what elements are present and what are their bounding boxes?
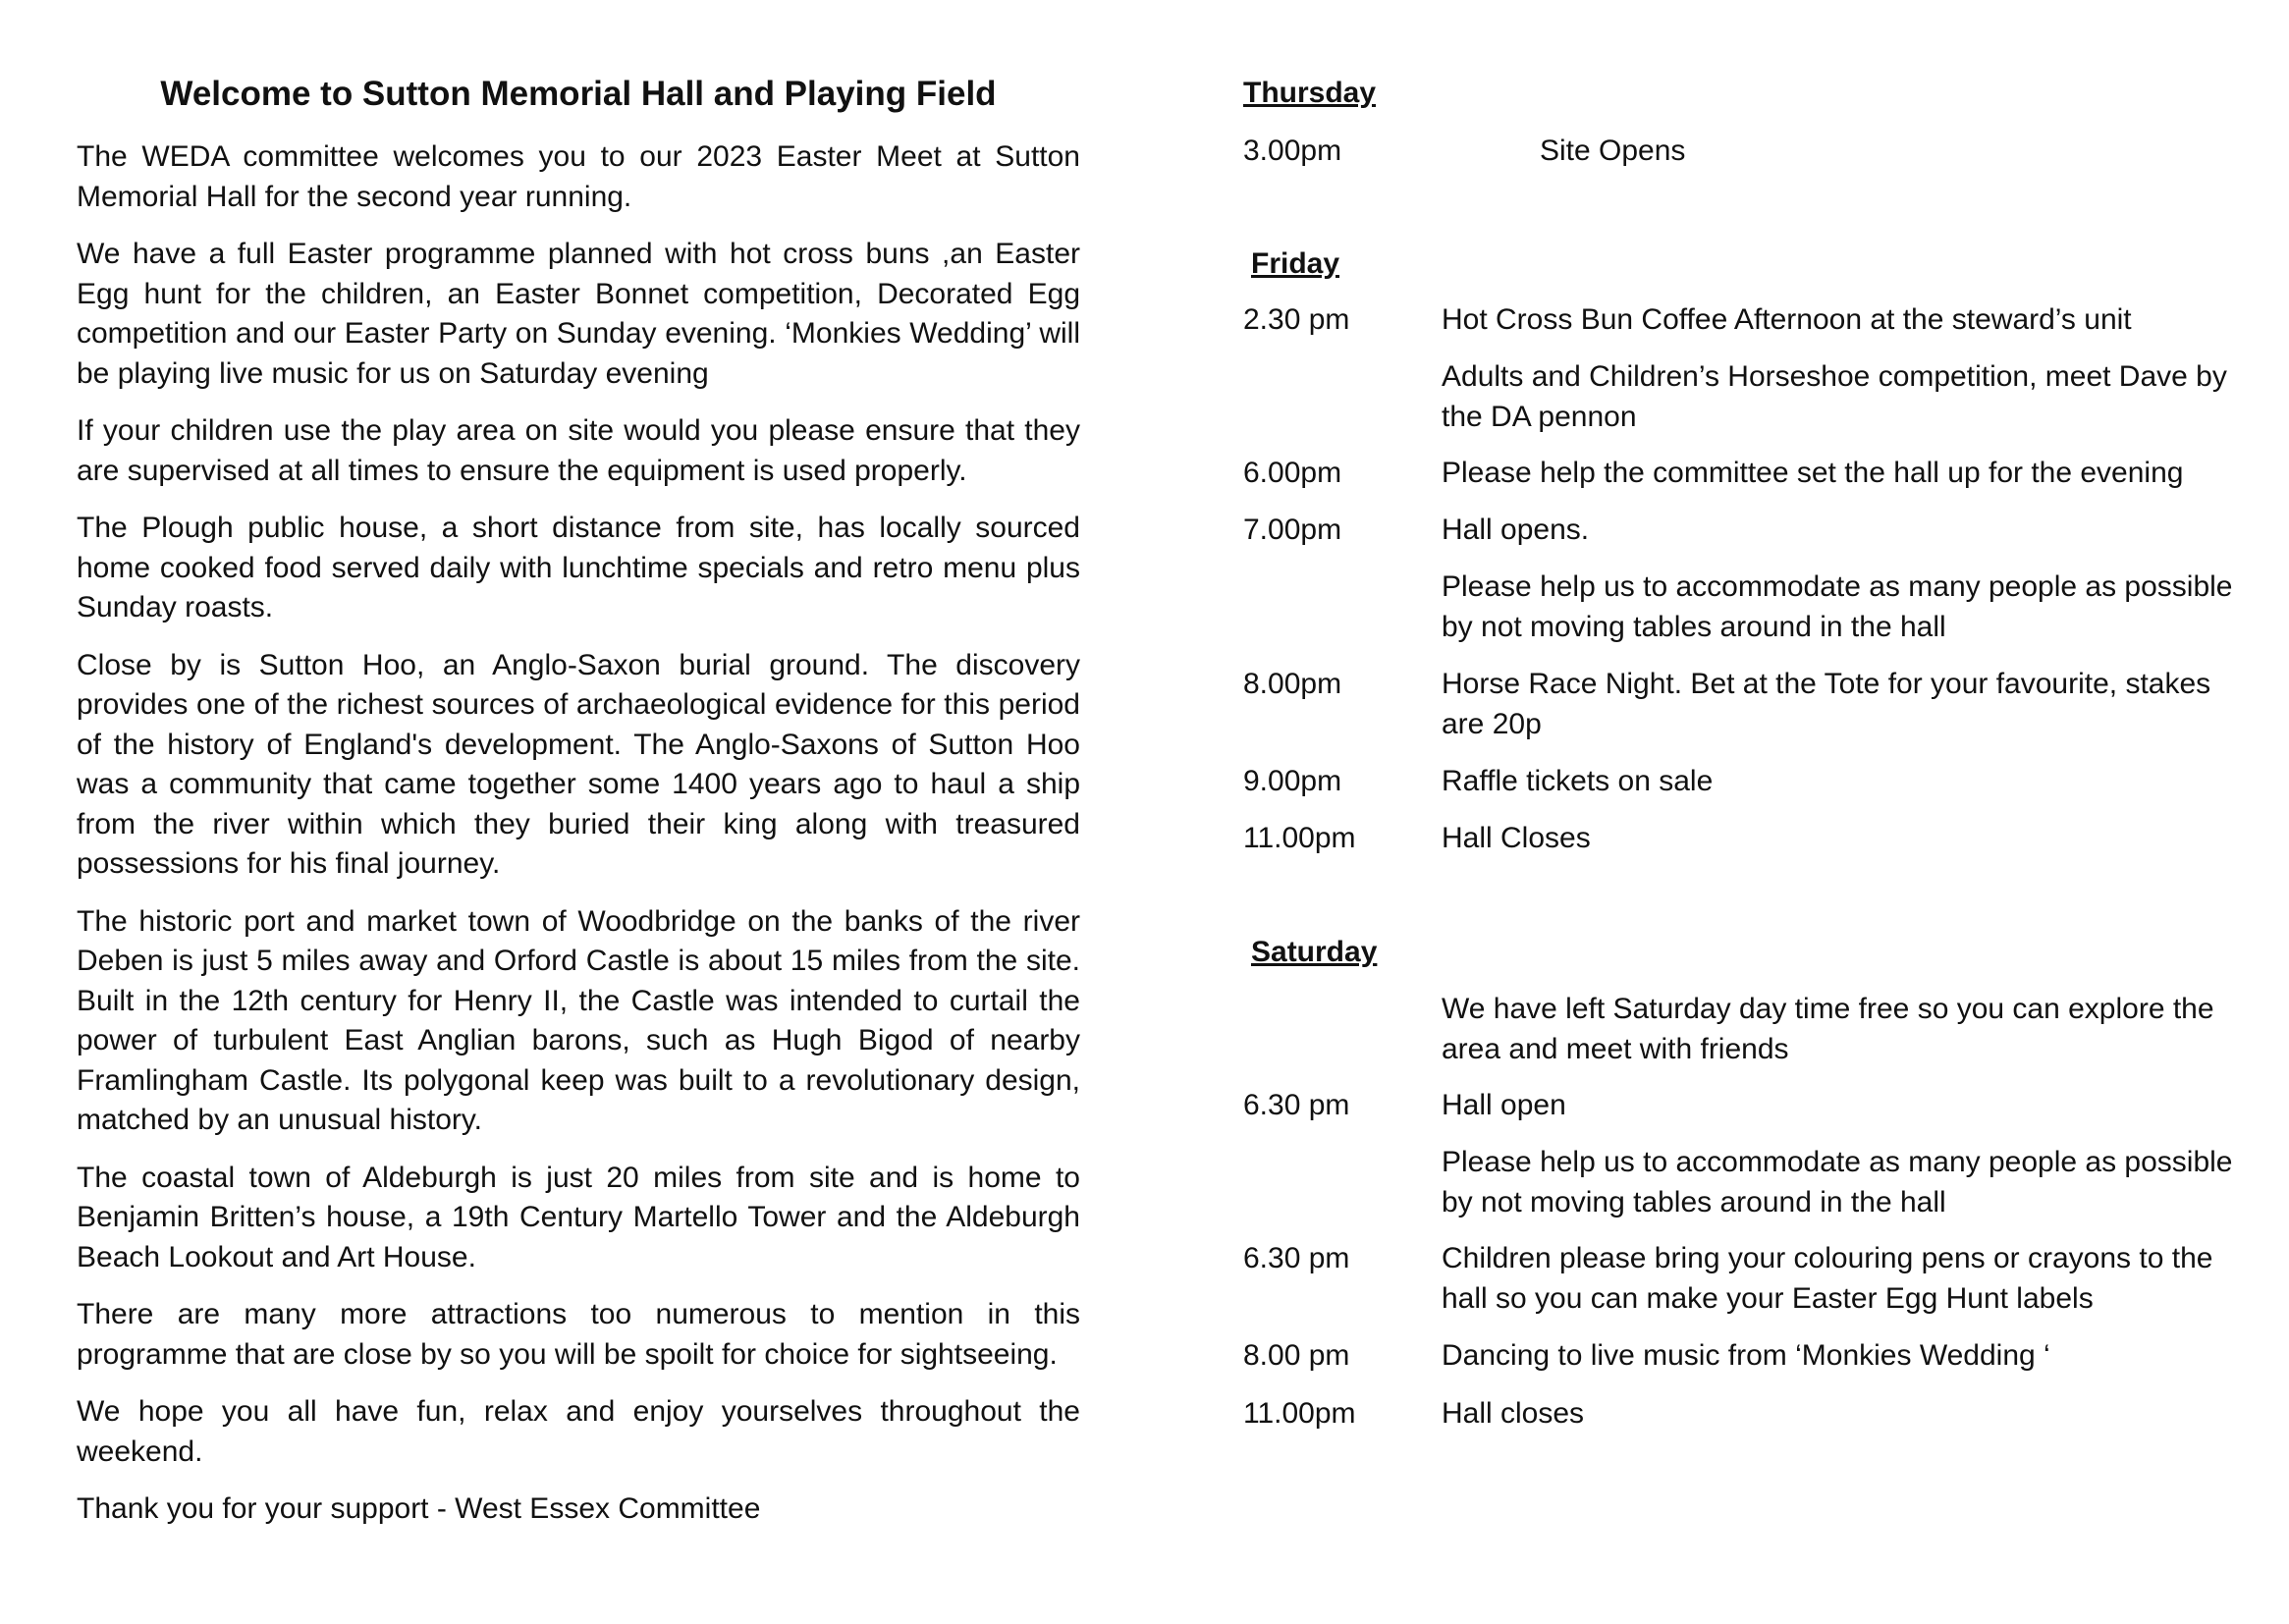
programme-paragraph: We have a full Easter programme planned with hot cross buns ,an Easter Egg hunt for the children, an Easter Bonnet competition, Decorated Egg competition and our Easter Party on Sunday evening. ‘Monkies Wedding’ will be playing live music for us on Saturday evening <box>77 238 1080 390</box>
signoff: Thank you for your support - West Essex Committee <box>77 1492 761 1525</box>
event-description: Please help us to accommodate as many people as possible by not moving tables around in the hall <box>1442 1146 2233 1218</box>
event-description: We have left Saturday day time free so you can explore the area and meet with friends <box>1442 993 2214 1065</box>
event-time: 2.30 pm <box>1243 303 1350 336</box>
event-time: 7.00pm <box>1243 514 1342 546</box>
event-time: 11.00pm <box>1243 822 1356 854</box>
event-description: Please help us to accommodate as many people as possible by not moving tables around in the hall <box>1442 570 2233 643</box>
event-description: Hall Closes <box>1442 822 1591 854</box>
event-time: 6.00pm <box>1243 457 1342 489</box>
welcome-section <box>77 71 1080 1547</box>
event-time: 8.00 pm <box>1243 1339 1350 1372</box>
event-description: Please help the committee set the hall up for the evening <box>1442 457 2184 489</box>
friday-heading: Friday <box>1251 247 1340 280</box>
schedule-section <box>1243 0 2255 1624</box>
woodbridge-paragraph: The historic port and market town of Woodbridge on the banks of the river Deben is just 5 miles away and Orford Castle is about 15 miles from the site. Built in the 12th century for Henry II, the Castle was intended to curtail the power of turbulent East Anglian barons, such as Hugh Bigod of nearby Framlingham Castle. Its polygonal keep was built to a revolutionary design, matched by an unusual history. <box>77 904 1080 1136</box>
event-description: Site Opens <box>1540 135 1686 167</box>
intro-paragraph: The WEDA committee welcomes you to our 2023 Easter Meet at Sutton Memorial Hall for the second year running. <box>77 140 1080 213</box>
event-description: Horse Race Night. Bet at the Tote for your favourite, stakes are 20p <box>1442 668 2211 740</box>
event-description: Dancing to live music from ‘Monkies Wedding ‘ <box>1442 1339 2050 1372</box>
sutton-hoo-paragraph: Close by is Sutton Hoo, an Anglo-Saxon burial ground. The discovery provides one of the richest sources of archaeological evidence for this period of the history of England's development. The Anglo-Saxons of Sutton Hoo was a community that came together some 1400 years ago to haul a ship from the river within which they buried their king along with treasured possessions for his final journey. <box>77 648 1080 880</box>
enjoy-paragraph: We hope you all have fun, relax and enjoy yourselves throughout the weekend. <box>77 1395 1080 1468</box>
event-description: Hall opens. <box>1442 514 1590 546</box>
event-time: 3.00pm <box>1243 135 1342 167</box>
event-description: Hall closes <box>1442 1397 1585 1430</box>
event-description: Raffle tickets on sale <box>1442 765 1714 797</box>
play-area-paragraph: If your children use the play area on site would you please ensure that they are supervised at all times to ensure the equipment is used properly. <box>77 414 1080 487</box>
event-time: 9.00pm <box>1243 765 1342 797</box>
attractions-paragraph: There are many more attractions too numerous to mention in this programme that are close by so you will be spoilt for choice for sightseeing. <box>77 1298 1080 1371</box>
event-time: 8.00pm <box>1243 668 1342 700</box>
event-time: 11.00pm <box>1243 1397 1356 1430</box>
aldeburgh-paragraph: The coastal town of Aldeburgh is just 20 miles from site and is home to Benjamin Britten’s house, a 19th Century Martello Tower and the Aldeburgh Beach Lookout and Art House. <box>77 1161 1080 1273</box>
thursday-heading: Thursday <box>1243 77 1377 109</box>
pub-paragraph: The Plough public house, a short distance from site, has locally sourced home cooked food served daily with lunchtime specials and retro menu plus Sunday roasts. <box>77 512 1080 623</box>
event-description: Children please bring your colouring pens or crayons to the hall so you can make your Easter Egg Hunt labels <box>1442 1242 2213 1315</box>
event-description: Hot Cross Bun Coffee Afternoon at the steward’s unit <box>1442 303 2132 336</box>
saturday-heading: Saturday <box>1251 936 1378 968</box>
page-title: Welcome to Sutton Memorial Hall and Playing Field <box>160 75 997 113</box>
event-time: 6.30 pm <box>1243 1242 1350 1274</box>
event-description: Hall open <box>1442 1089 1566 1121</box>
event-time: 6.30 pm <box>1243 1089 1350 1121</box>
event-description: Adults and Children’s Horseshoe competition, meet Dave by the DA pennon <box>1442 360 2227 433</box>
